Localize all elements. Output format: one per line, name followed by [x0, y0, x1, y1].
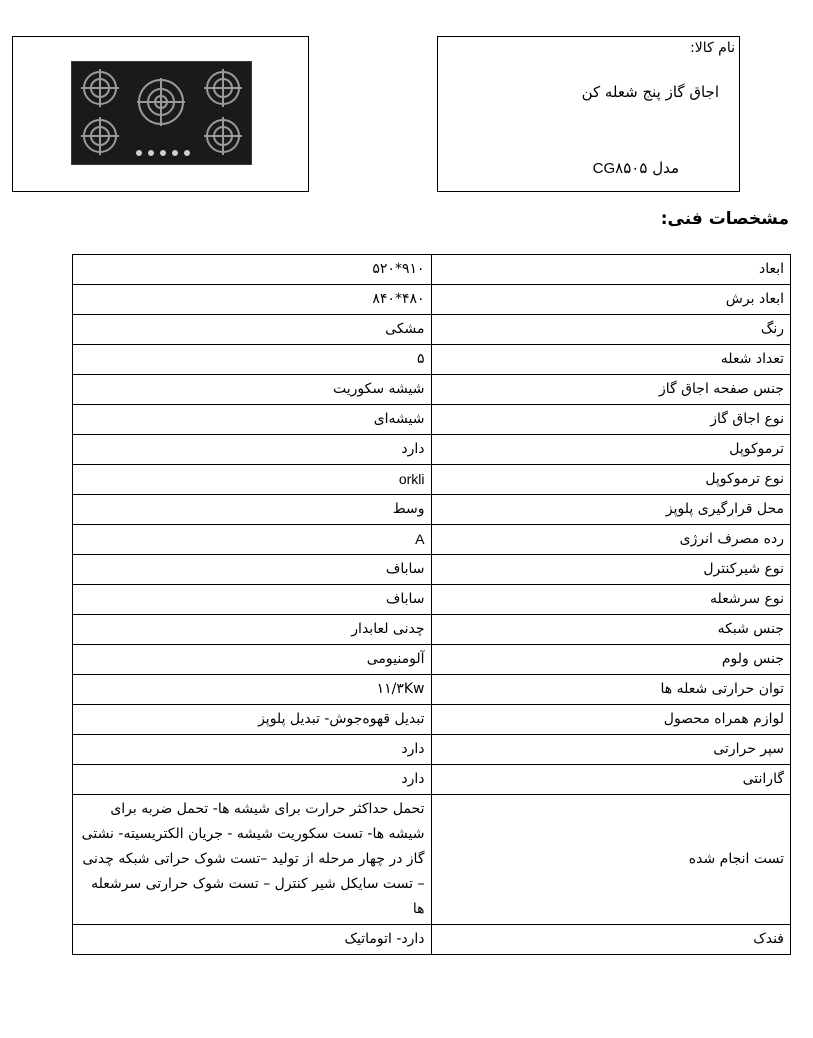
spec-label: ترموکوپل [431, 435, 791, 465]
spec-value: وسط [73, 495, 432, 525]
table-row [73, 495, 791, 525]
spec-label: محل قرارگیری پلوپز [431, 495, 791, 525]
spec-label: فندک [431, 925, 791, 955]
spec-label: نوع ترموکوپل [431, 465, 791, 495]
spec-value: A [73, 525, 432, 555]
table-row [73, 285, 791, 315]
product-name-label: نام کالا: [690, 40, 735, 56]
spec-label: نوع اجاق گاز [431, 405, 791, 435]
spec-label: لوازم همراه محصول [431, 705, 791, 735]
product-model [593, 159, 679, 177]
product-title: اجاق گاز پنج شعله کن [581, 83, 719, 101]
table-row [73, 615, 791, 645]
table-row [73, 675, 791, 705]
spec-value: ساباف [73, 585, 432, 615]
spec-value: orkli [73, 465, 432, 495]
table-row [73, 255, 791, 285]
spec-label: جنس صفحه اجاق گاز [431, 375, 791, 405]
table-row [73, 645, 791, 675]
spec-value: شیشه‌ای [73, 405, 432, 435]
spec-value: ۱۱/۳Kw [73, 675, 432, 705]
gas-stove-image [71, 61, 252, 165]
spec-value: دارد [73, 765, 432, 795]
specs-heading: مشخصات فنی: [660, 209, 789, 229]
table-row [73, 405, 791, 435]
spec-value: ۴۸۰*۸۴۰ [73, 285, 432, 315]
spec-label: ابعاد برش [431, 285, 791, 315]
table-row [73, 435, 791, 465]
spec-label: ابعاد [431, 255, 791, 285]
spec-value: دارد- اتوماتیک [73, 925, 432, 955]
table-row [73, 705, 791, 735]
table-row [73, 465, 791, 495]
spec-value: آلومنیومی [73, 645, 432, 675]
spec-value: دارد [73, 735, 432, 765]
spec-label: جنس شبکه [431, 615, 791, 645]
spec-value: دارد [73, 435, 432, 465]
spec-value: چدنی لعابدار [73, 615, 432, 645]
spec-label: گارانتی [431, 765, 791, 795]
specs-table [72, 254, 791, 955]
spec-value: مشکی [73, 315, 432, 345]
table-row [73, 315, 791, 345]
spec-value: تبدیل قهوه‌جوش- تبدیل پلوپز [73, 705, 432, 735]
spec-value: ۹۱۰*۵۲۰ [73, 255, 432, 285]
table-row [73, 375, 791, 405]
table-row [73, 735, 791, 765]
product-name-box [437, 36, 740, 192]
spec-label: رده مصرف انرژی [431, 525, 791, 555]
spec-label: توان حرارتی شعله ها [431, 675, 791, 705]
spec-value: ۵ [73, 345, 432, 375]
spec-label: سپر حرارتی [431, 735, 791, 765]
model-code: CG۸۵۰۵ [592, 160, 648, 177]
spec-label: رنگ [431, 315, 791, 345]
spec-value: تحمل حداکثر حرارت برای شیشه ها- تحمل ضربه برای شیشه ها- تست سکوریت شیشه - جریان الکتریسیته- نشتی گاز در چهار مرحله از تولید –تست شوک حراتی شبکه چدنی – تست سایکل شیر کنترل – تست شوک حرارتی سرشعله ها [73, 795, 432, 925]
table-row [73, 765, 791, 795]
spec-value: شیشه سکوریت [73, 375, 432, 405]
spec-label: نوع سرشعله [431, 585, 791, 615]
spec-label: تست انجام شده [431, 795, 791, 925]
spec-value: ساباف [73, 555, 432, 585]
product-image-frame [12, 36, 309, 192]
table-row [73, 555, 791, 585]
spec-label: نوع شیرکنترل [431, 555, 791, 585]
table-row [73, 925, 791, 955]
spec-label: جنس ولوم [431, 645, 791, 675]
model-prefix: مدل [652, 159, 679, 177]
table-row [73, 525, 791, 555]
table-row [73, 585, 791, 615]
spec-label: تعداد شعله [431, 345, 791, 375]
table-row [73, 345, 791, 375]
table-row [73, 795, 791, 925]
